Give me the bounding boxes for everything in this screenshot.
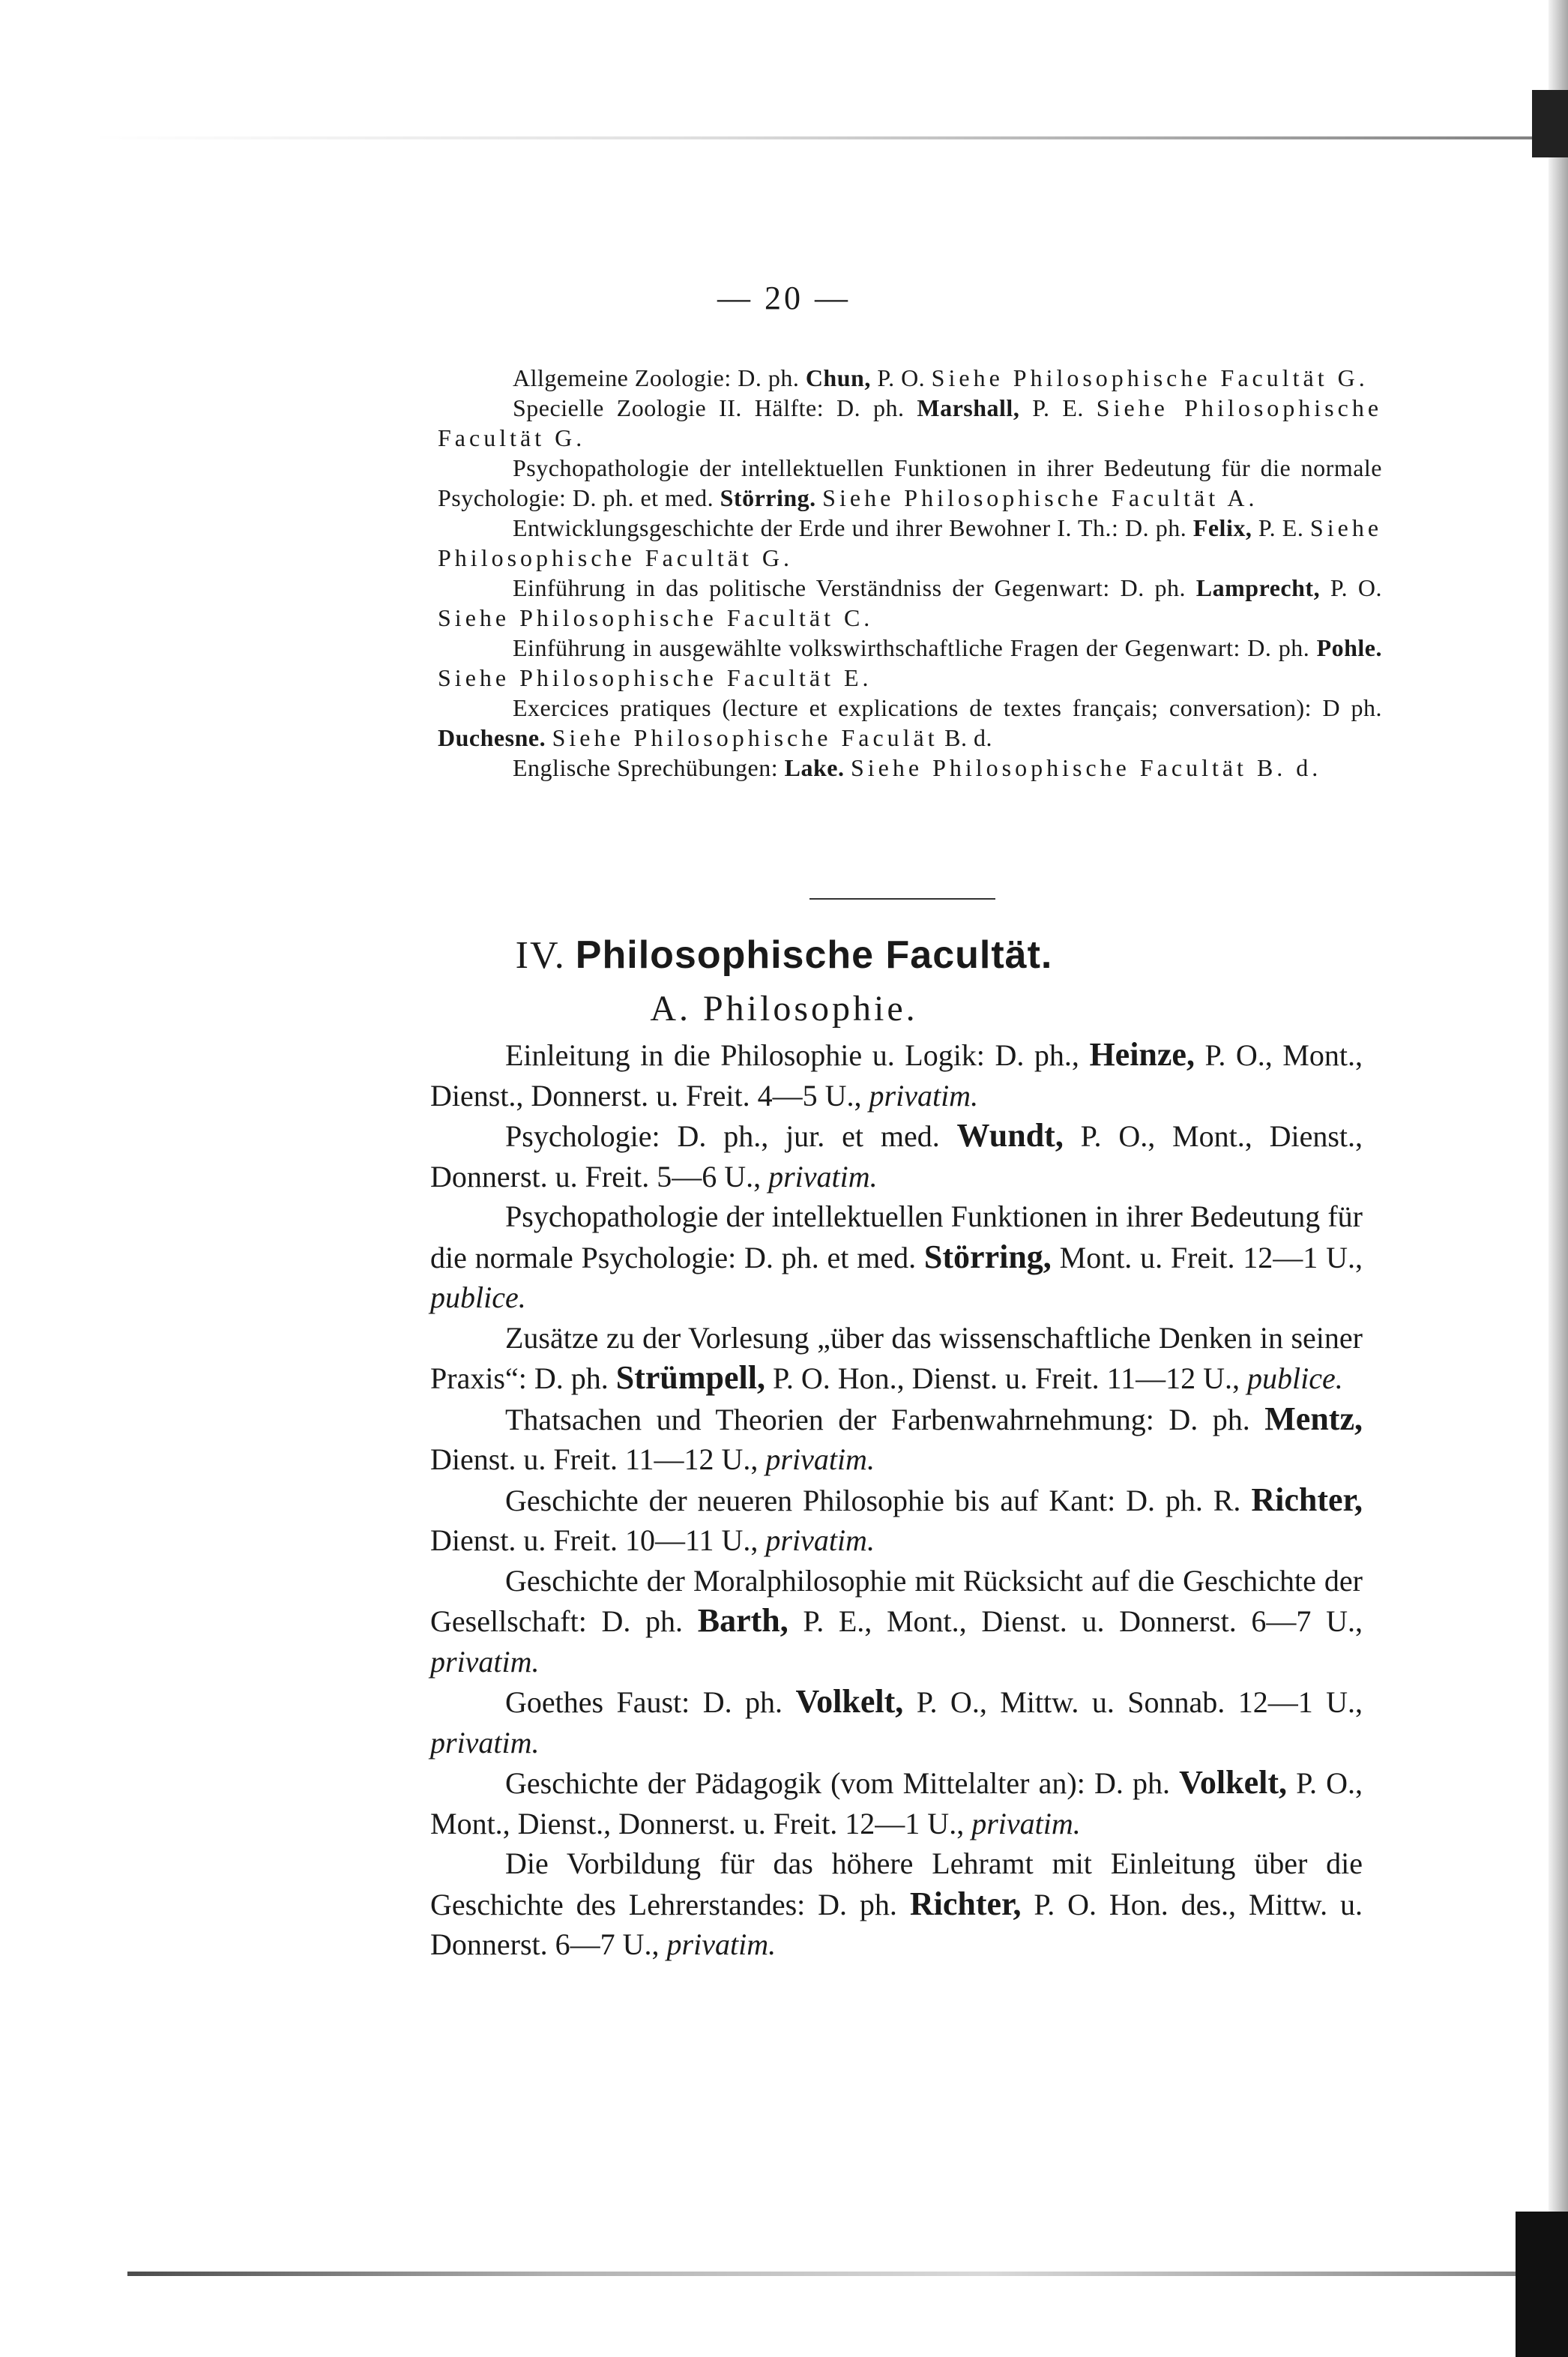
small-entry: Psychopathologie der intellektuellen Funktionen in ihrer Bedeutung für die normale Psychologie: D. ph. et med. Störring. Siehe Philosophische Facultät A. [438,454,1382,511]
lecturer-name: Lake. [784,754,845,781]
small-entry: Exercices pratiques (lecture et explications de textes français; conversation): D ph. Duchesne. Siehe Philosophische Faculät B. d. [438,694,1382,751]
course-entry: Zusätze zu der Vorlesung „über das wissenschaftliche Denken in seiner Praxis“: D. ph. Strümpell, P. O. Hon., Dienst. u. Freit. 11—12 U., publice. [430,1320,1363,1396]
lecturer-name: Duchesne. [438,724,546,751]
small-entry: Einführung in ausgewählte volkswirthschaftliche Fragen der Gegenwart: D. ph. Pohle. Siehe Philosophische Facultät E. [438,634,1382,691]
small-entry: Specielle Zoologie II. Hälfte: D. ph. Marshall, P. E. Siehe Philosophische Facultät G. [438,394,1383,451]
lecturer-name: Heinze, [1089,1036,1195,1073]
lecturer-name: Chun, [805,364,871,391]
scan-edge-top [90,136,1559,139]
course-entry: Goethes Faust: D. ph. Volkelt, P. O., Mittw. u. Sonnab. 12—1 U., privatim. [430,1683,1363,1760]
cross-reference-list [438,363,1382,783]
lecturer-name: Lamprecht, [1195,574,1321,601]
page-number: — 20 — [717,280,851,316]
scan-edge-right [1549,0,1568,2357]
course-term: privatim. [666,1927,777,1961]
small-entry: Allgemeine Zoologie: D. ph. Chun, P. O. Siehe Philosophische Facultät G. [513,364,1369,391]
course-term: privatim. [971,1806,1081,1840]
lecturer-name: Störring, [923,1238,1052,1275]
course-term: publice. [1246,1361,1343,1395]
lecturer-name: Volkelt, [795,1683,904,1720]
lecturer-name: Wundt, [956,1117,1064,1154]
lecturer-name: Richter, [909,1885,1022,1922]
scan-edge-bottom [127,2272,1559,2276]
lecturer-name: Richter, [1251,1481,1363,1518]
section-heading [0,933,1568,978]
scan-mark-top-right [1532,90,1568,157]
section-subtitle: A. Philosophie. [650,989,918,1029]
lecturer-name: Barth, [697,1602,788,1639]
course-entry: Psychopathologie der intellektuellen Funktionen in ihrer Bedeutung für die normale Psychologie: D. ph. et med. Störring, Mont. u. Freit. 12—1 U., publice. [430,1199,1363,1314]
lecturer-name: Störring. [720,484,816,511]
small-entry: Einführung in das politische Verständniss der Gegenwart: D. ph. Lamprecht, P. O. Siehe Philosophische Facultät C. [438,574,1383,631]
course-term: privatim. [430,1725,540,1760]
section-divider [809,898,995,900]
course-term: privatim. [768,1159,878,1193]
course-entry: Thatsachen und Theorien der Farbenwahrnehmung: D. ph. Mentz, Dienst. u. Freit. 11—12 U., privatim. [430,1400,1363,1476]
course-term: publice. [430,1280,526,1314]
course-term: privatim. [869,1078,979,1113]
lecturer-name: Marshall, [917,394,1020,421]
small-entry: Englische Sprechübungen: Lake. Siehe Philosophische Facultät B. d. [513,754,1322,781]
course-entry: Einleitung in die Philosophie u. Logik: D. ph., Heinze, P. O., Mont., Dienst., Donnerst. u. Freit. 4—5 U., privatim. [430,1036,1363,1113]
lecturer-name: Felix, [1192,514,1252,541]
course-entry: Geschichte der neueren Philosophie bis auf Kant: D. ph. R. Richter, Dienst. u. Freit. 10—11 U., privatim. [430,1481,1363,1557]
small-entry: Entwicklungsgeschichte der Erde und ihrer Bewohner I. Th.: D. ph. Felix, P. E. Siehe Philosophische Facultät G. [438,514,1383,571]
section-numeral: IV. [515,934,566,977]
course-entry: Geschichte der Pädagogik (vom Mittelalter an): D. ph. Volkelt, P. O., Mont., Dienst., Donnerst. u. Freit. 12—1 U., privatim. [430,1764,1363,1840]
course-term: privatim. [430,1644,540,1679]
course-entry: Geschichte der Moralphilosophie mit Rücksicht auf die Geschichte der Gesellschaft: D. ph. Barth, P. E., Mont., Dienst. u. Donnerst. 6—7 U., privatim. [430,1563,1363,1679]
course-entry: Die Vorbildung für das höhere Lehramt mit Einleitung über die Geschichte des Lehrerstandes: D. ph. Richter, P. O. Hon. des., Mittw. u. Donnerst. 6—7 U., privatim. [430,1846,1363,1961]
lecturer-name: Mentz, [1264,1400,1363,1437]
lecturer-name: Strümpell, [615,1359,765,1396]
lecturer-name: Volkelt, [1179,1764,1287,1801]
course-term: privatim. [765,1442,875,1476]
section-title: Philosophische Facultät. [575,933,1053,977]
course-list [430,1035,1363,1965]
course-entry: Psychologie: D. ph., jur. et med. Wundt, P. O., Mont., Dienst., Donnerst. u. Freit. 5—6 U., privatim. [430,1117,1363,1193]
lecturer-name: Pohle. [1316,634,1382,661]
course-term: privatim. [765,1523,875,1557]
scan-mark-bottom-right [1516,2212,1568,2357]
